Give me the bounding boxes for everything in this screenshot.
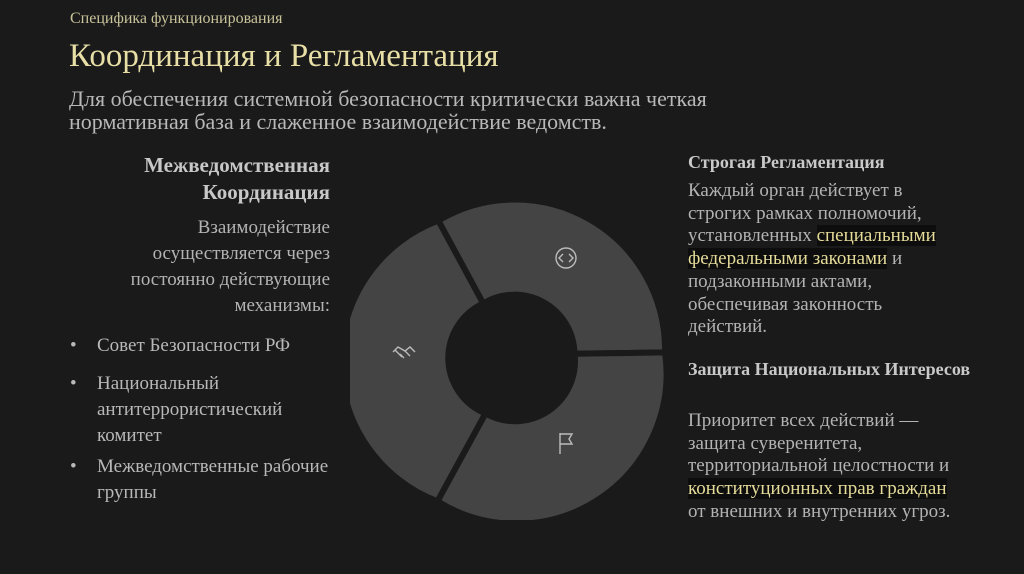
list-item: [70, 454, 330, 506]
bullet-icon: •: [70, 456, 77, 477]
interests-heading: Защита Национальных Интересов: [688, 359, 971, 379]
highlight-text: конституционных прав граждан: [688, 478, 947, 500]
list-item-text: Совет Безопасности РФ: [97, 335, 291, 356]
regulation-text: Каждый орган действует в строгих рамках полномочий, установленных специальными федеральными законами и подзаконными актами, обеспечивая законность действий.: [688, 180, 936, 338]
bullet-icon: •: [70, 373, 77, 394]
bullet-icon: •: [70, 335, 77, 356]
coordination-heading: Межведомственная Координация: [144, 153, 330, 204]
coordination-description: Взаимодействие осуществляется через постоянно действующие механизмы:: [130, 217, 330, 316]
slide-title: Координация и Регламентация: [69, 38, 499, 74]
donut-segment-top: [438, 199, 665, 353]
donut-diagram: [350, 190, 680, 520]
highlight-text: специальными федеральными законами: [688, 225, 936, 270]
intro-text: Для обеспечения системной безопасности критически важна четкая нормативная база и слаженное взаимодействие ведомств.: [69, 86, 707, 134]
donut-segment-bottom: [438, 352, 667, 520]
list-item: [70, 371, 330, 449]
list-item-text: Межведомственные рабочие группы: [97, 456, 329, 503]
interests-text: Приоритет всех действий — защита суверенитета, территориальной целостности и конституционных прав граждан от внешних и внутренних угроз.: [688, 410, 951, 522]
regulation-heading: Строгая Регламентация: [688, 152, 885, 172]
section-subtitle: Специфика функционирования: [70, 10, 283, 27]
list-item-text: Национальный антитеррористический комитет: [97, 373, 283, 446]
list-item: [70, 333, 330, 359]
